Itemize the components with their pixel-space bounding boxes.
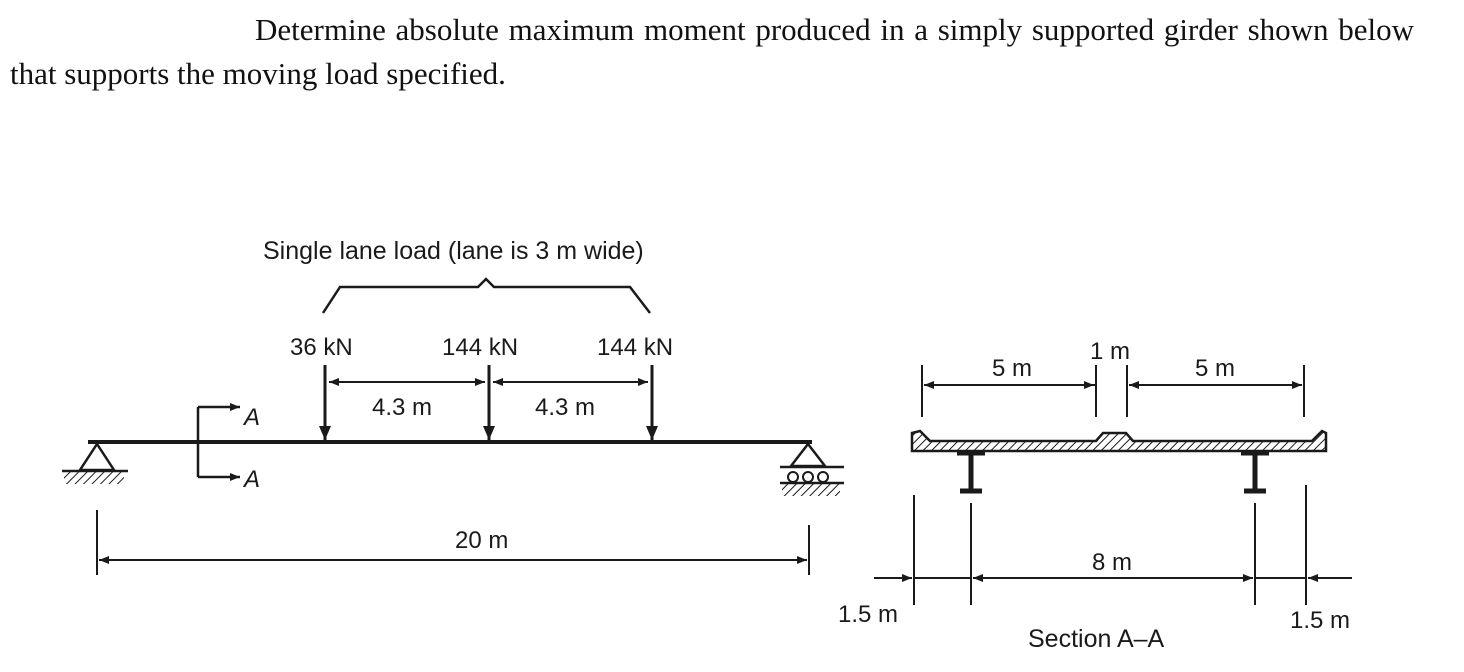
problem-statement [10,8,1414,96]
load-label-1: 36 kN [290,334,353,361]
dim-label-5m-left: 5 m [992,355,1033,382]
spacing-label-1: 4.3 m [372,394,433,421]
figure-svg [0,185,1464,672]
section-caption: Section A–A [1028,625,1165,653]
lane-load-label: Single lane load (lane is 3 m wide) [263,237,644,265]
overhang-label-right: 1.5 m [1290,607,1351,634]
load-label-2: 144 kN [442,334,519,361]
girder-right [1241,453,1269,491]
section-cut-marker [198,404,260,493]
roller-support [780,444,844,496]
overhang-label-left: 1.5 m [838,601,899,628]
section-mark-bottom: A [244,466,261,493]
dim-label-1m: 1 m [1090,338,1131,365]
pin-support [62,444,128,484]
deck-slab [912,431,1326,451]
span-label: 20 m [455,527,509,554]
spacing-label-2: 4.3 m [535,394,596,421]
section-mark-top: A [244,404,261,431]
load-label-3: 144 kN [597,334,674,361]
cross-section [838,338,1352,653]
beam-elevation [62,237,844,575]
problem-line-2: shown below that supports the moving load specified. [10,12,1415,91]
lane-brace [323,279,650,313]
girder-spacing-label: 8 m [1092,549,1133,576]
problem-line-1: Determine absolute maximum moment produced in a simply supported girder [255,12,1238,47]
figure [0,185,1464,672]
dim-label-5m-right: 5 m [1195,355,1236,382]
girder-left [957,453,985,491]
